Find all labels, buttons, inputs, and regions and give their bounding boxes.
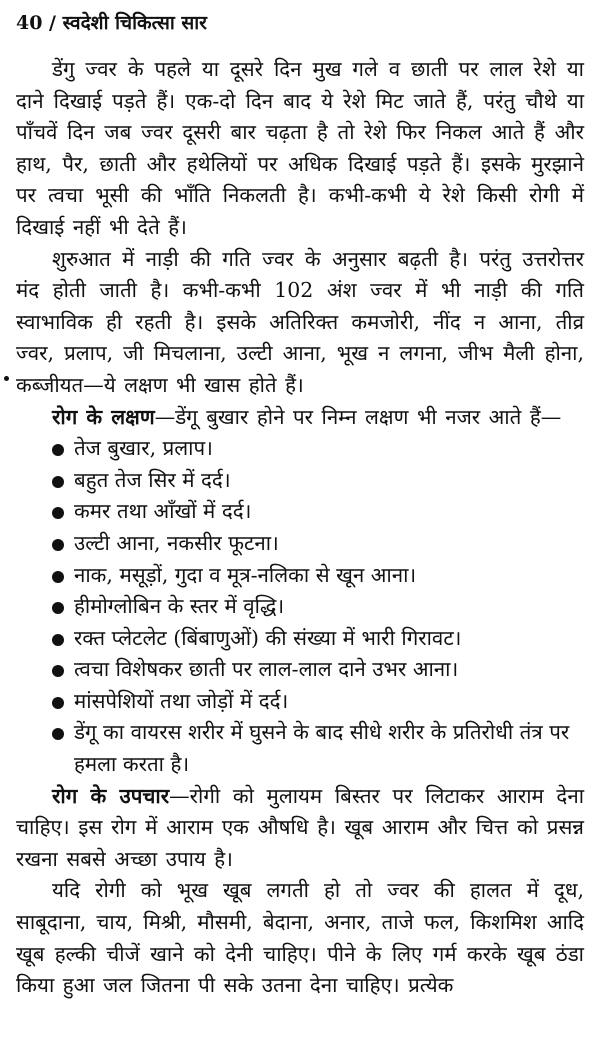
list-item-text: त्वचा विशेषकर छाती पर लाल-लाल दाने उभर आना। [74,657,459,682]
list-item-text: डेंगू का वायरस शरीर में घुसने के बाद सीधे शरीर के प्रतिरोधी तंत्र पर हमला करता है। [74,720,570,777]
bullet-icon [52,697,64,709]
symptoms-intro-text: —डेंगू बुखार होने पर निम्न लक्षण भी नजर आते हैं— [154,404,562,429]
list-item-text: मांसपेशियों तथा जोड़ों में दर्द। [74,688,289,713]
treatment-heading: रोग के उपचार [52,783,170,808]
list-item-text: बहुत तेज सिर में दर्द। [74,467,231,492]
margin-mark [4,376,9,381]
list-item-text: नाक, मसूड़ों, गुदा व मूत्र-नलिका से खून आना। [74,562,417,587]
paragraph-pulse-description: शुरुआत में नाड़ी की गति ज्वर के अनुसार बढ़ती है। परंतु उत्तरोत्तर मंद होती जाती है। कभी-कभी 102 अंश ज्वर में भी नाड़ी की गति स्वाभाविक ही रहती है। इसके अतिरिक्त कमजोरी, नींद न आना, तीव्र ज्वर, प्रलाप, जी मिचलाना, उल्टी आना, भूख न लगना, जीभ मैली होना, कब्जीयत—ये लक्षण भी खास होते हैं। [16,246,584,397]
list-item [46,528,584,560]
bullet-icon [52,602,64,614]
treatment-text: —रोगी को मुलायम बिस्तर पर लिटाकर आराम देना चाहिए। इस रोग में आराम एक औषधि है। खूब आराम और चित्त को प्रसन्न रखना सबसे अच्छा उपाय है। [16,783,585,871]
list-item [46,623,584,655]
bullet-icon [52,728,64,740]
paragraph-rash-description: डेंगु ज्वर के पहले या दूसरे दिन मुख गले व छाती पर लाल रेशे या दाने दिखाई पड़ते हैं। एक-दो दिन बाद ये रेशे मिट जाते हैं, परंतु चौथे या पाँचवें दिन जब ज्वर दूसरी बार चढ़ता है तो रेशे फिर निकल आते हैं और हाथ, पैर, छाती और हथेलियों पर अधिक दिखाई पड़ते हैं। इसके मुरझाने पर त्वचा भूसी की भाँति निकलती है। कभी-कभी ये रेशे किसी रोगी में दिखाई नहीं भी देते हैं। [16,57,584,239]
list-item [46,560,584,592]
bullet-icon [52,571,64,583]
bullet-icon [52,665,64,677]
bullet-icon [52,634,64,646]
paragraph-symptoms-intro [16,402,584,434]
bullet-icon [52,539,64,551]
list-item-text: हीमोग्लोबिन के स्तर में वृद्धि। [74,594,285,619]
list-item [46,591,584,623]
symptoms-heading: रोग के लक्षण [52,404,155,429]
paragraph-treatment [16,781,584,876]
list-item [46,433,584,465]
bullet-icon [52,444,64,456]
list-item [46,686,584,718]
list-item [46,496,584,528]
list-item [46,465,584,497]
symptom-list [16,433,584,781]
list-item [46,717,584,780]
list-item [46,654,584,686]
bullet-icon [52,507,64,519]
paragraph-diet: यदि रोगी को भूख खूब लगती हो तो ज्वर की हालत में दूध, साबूदाना, चाय, मिश्री, मौसमी, बेदाना, अनार, ताजे फल, किशमिश आदि खूब हल्की चीजें खाने को देनी चाहिए। पीने के लिए गर्म करके खूब ठंडा किया हुआ जल जितना पी सके उतना देना चाहिए। प्रत्येक [16,878,584,998]
bullet-icon [52,476,64,488]
list-item-text: रक्त प्लेटलेट (बिंबाणुओं) की संख्या में भारी गिरावट। [74,625,462,650]
list-item-text: तेज बुखार, प्रलाप। [74,436,213,461]
list-item-text: कमर तथा आँखों में दर्द। [74,499,252,524]
list-item-text: उल्टी आना, नकसीर फूटना। [74,530,279,555]
running-head: 40 / स्वदेशी चिकित्सा सार [16,12,207,34]
